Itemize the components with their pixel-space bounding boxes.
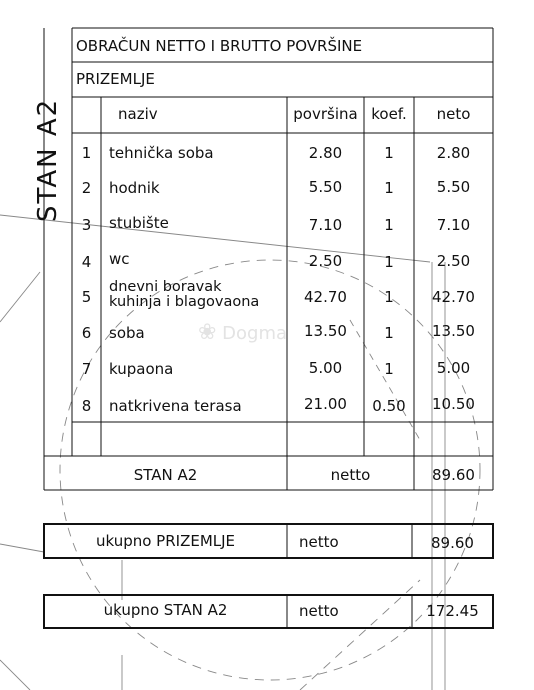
watermark — [198, 320, 287, 345]
unit-vertical-label: STAN A2 — [33, 97, 63, 222]
room-net: 7.10 — [436, 216, 471, 234]
subtotal-label: STAN A2 — [133, 466, 198, 484]
room-area: 2.50 — [308, 252, 343, 270]
room-net: 42.70 — [432, 288, 475, 306]
room-name-line2: kuhinja i blagovaona — [109, 294, 260, 310]
room-area: 5.50 — [308, 178, 343, 196]
room-coef: 1 — [384, 288, 394, 306]
room-coef: 1 — [384, 324, 394, 342]
row-number: 3 — [81, 216, 92, 234]
room-area: 2.80 — [308, 144, 343, 162]
total-unit-type: netto — [299, 602, 339, 620]
room-net: 10.50 — [432, 395, 475, 413]
total-floor-label: ukupno PRIZEMLJE — [95, 532, 236, 550]
subtotal-type: netto — [330, 466, 371, 484]
row-number: 2 — [81, 179, 92, 197]
table-title: OBRAČUN NETTO I BRUTTO POVRŠINE — [76, 37, 363, 55]
room-area: 5.00 — [308, 359, 343, 377]
watermark-text: Dogma — [222, 323, 288, 344]
room-net: 2.50 — [436, 252, 471, 270]
column-header-net: neto — [436, 105, 471, 123]
room-net: 13.50 — [432, 322, 475, 340]
watermark-paw-icon: ❀ — [198, 320, 217, 345]
total-floor-type: netto — [299, 533, 339, 551]
room-name: tehnička soba — [109, 144, 214, 162]
room-name: wc — [109, 250, 130, 268]
total-unit-value: 172.45 — [426, 602, 479, 620]
subtotal-value: 89.60 — [432, 466, 475, 484]
room-name: natkrivena terasa — [109, 397, 242, 415]
floor-label: PRIZEMLJE — [76, 70, 155, 88]
row-number: 6 — [81, 324, 92, 342]
row-number: 1 — [81, 144, 92, 162]
column-header-coef: koef. — [371, 105, 407, 123]
room-net: 5.50 — [436, 178, 471, 196]
room-area: 13.50 — [304, 322, 347, 340]
room-name: soba — [109, 324, 145, 342]
room-coef: 0.50 — [372, 397, 406, 415]
room-name-line1: dnevni boravak — [109, 279, 222, 295]
room-net: 2.80 — [436, 144, 471, 162]
room-coef: 1 — [384, 253, 394, 271]
column-header-area: površina — [293, 105, 358, 123]
room-name: stubište — [109, 214, 169, 232]
total-floor-value: 89.60 — [431, 534, 474, 552]
room-area: 21.00 — [304, 395, 347, 413]
total-unit-label: ukupno STAN A2 — [103, 601, 228, 619]
column-header-name: naziv — [118, 105, 158, 123]
room-area: 42.70 — [304, 288, 347, 306]
room-net: 5.00 — [436, 359, 471, 377]
row-number: 5 — [81, 288, 92, 306]
room-coef: 1 — [384, 144, 394, 162]
row-number: 4 — [81, 253, 92, 271]
row-number: 7 — [81, 360, 92, 378]
room-coef: 1 — [384, 360, 394, 378]
room-area: 7.10 — [308, 216, 343, 234]
row-number: 8 — [81, 397, 92, 415]
room-coef: 1 — [384, 216, 394, 234]
room-name: hodnik — [109, 179, 160, 197]
room-coef: 1 — [384, 179, 394, 197]
room-name: kupaona — [109, 360, 174, 378]
